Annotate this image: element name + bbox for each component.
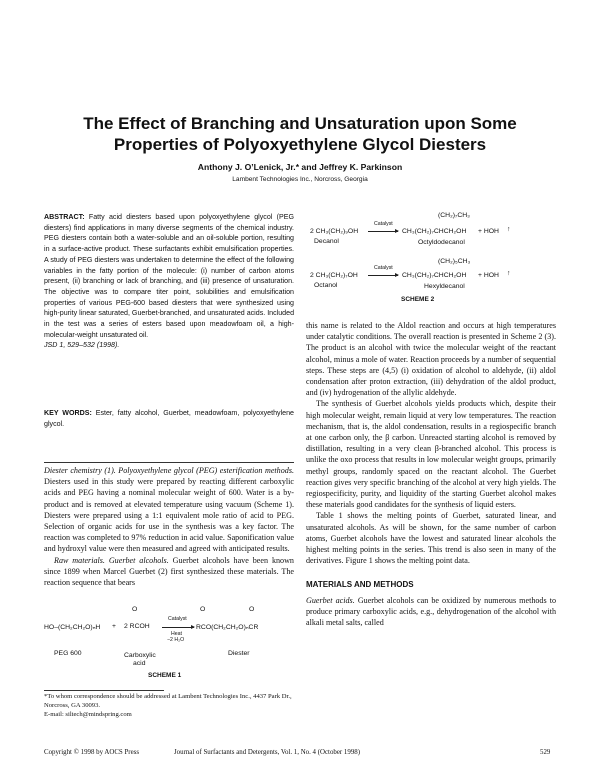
scheme2-r2-reactant-name: Octanol: [314, 282, 338, 289]
affiliation: Lambent Technologies Inc., Norcross, Georgia: [232, 176, 368, 183]
raw-materials-text: Guerbet alcohols have been known since 1899 when Marcel Guerbet (2) first synthesized these materials. The reaction sequence that bears: [44, 555, 294, 588]
paragraph-synthesis: The synthesis of Guerbet alcohols yields products which, despite their high molecular weight, remain liquid at very low temperatures. The reaction mechanism, that is, the aldol condensation, results in a regiospecific branch at one carbon only, the β carbon. Unreacted starting alcohol is removed by distillation, resulting in a very clean β-branched alcohol. This process is unlike the oxo process that results in low molecular weight groups, primarily methyl groups, randomly spaced on the reactant alcohol. The Guerbet reaction gives very specific branching of the alcohol at very high yields. The regiospecificity, purity, and liquidity of the starting Guerbet alcohol makes these materials good candidates for the synthesis of liquid esters.: [306, 399, 556, 510]
scheme1-plus: +: [112, 623, 116, 630]
scheme2-caption: SCHEME 2: [401, 296, 435, 303]
scheme2-r2-up-arrow: ↑: [507, 270, 511, 277]
scheme1-label-acid-line1: Carboxylic: [124, 652, 156, 659]
paragraph-diester: [44, 465, 294, 555]
left-column: [44, 465, 294, 588]
scheme1-heat: Heat: [171, 631, 182, 637]
scheme2-r2-branch: (CH₂)₅CH₃: [438, 258, 471, 265]
raw-materials-lead: Raw materials. Guerbet alcohols.: [54, 555, 169, 565]
scheme1-product: RCO(CH₂CH₂O)ₙCR: [196, 624, 259, 631]
scheme2-r1-product-name: Octyldodecanol: [418, 239, 465, 246]
footnote-divider: [44, 690, 164, 691]
scheme1-reaction-arrow: [162, 627, 194, 628]
scheme2-r1-water: + HOH: [478, 228, 499, 235]
scheme1-label-diester: Diester: [228, 650, 250, 657]
abstract-citation: JSD 1, 529–532 (1998).: [44, 341, 120, 350]
section-heading-materials: MATERIALS AND METHODS: [306, 580, 414, 590]
footnote-correspondence: *To whom correspondence should be addressed at Lambent Technologies Inc., 4437 Park Dr., Norcross, GA 30093.: [44, 693, 292, 709]
abstract: [44, 212, 294, 351]
scheme1-catalyst: Catalyst: [168, 616, 187, 622]
scheme1-o-mark-acid: O: [132, 606, 138, 613]
scheme-2: [306, 212, 556, 312]
scheme1-reactant-acid: 2 RCOH: [124, 623, 150, 630]
scheme2-r1-branch: (CH₂)₇CH₃: [438, 212, 470, 219]
diester-lead: Diester chemistry (1). Polyoxyethylene glycol (PEG) esterification methods.: [44, 466, 294, 475]
scheme2-r2-arrow: [368, 275, 398, 276]
paragraph-table1: Table 1 shows the melting points of Guerbet, saturated linear, and unsaturated alcohols. As will be shown, for the same number of carbon atoms, Guerbet alcohols have the lowest and saturated linear alcohols the highest melting points in the series. This trend is also seen in many of the derivatives. Figure 1 shows the melting point data.: [306, 511, 556, 566]
scheme2-r2-catalyst: Catalyst: [374, 265, 393, 271]
scheme1-reactant-peg: HO–(CH₂CH₂O)ₙH: [44, 624, 101, 631]
scheme2-r2-water: + HOH: [478, 272, 499, 279]
scheme2-r1-reactant: 2 CH₃(CH₂)₉OH: [310, 228, 359, 235]
scheme2-r1-product: CH₃(CH₂)₇CHCH₂OH: [402, 228, 467, 235]
scheme1-o-mark-product-left: O: [200, 606, 206, 613]
scheme2-r1-reactant-name: Decanol: [314, 238, 339, 245]
footnote: [44, 692, 294, 719]
keywords-text: Ester, fatty alcohol, Guerbet, meadowfoam, polyoxyethylene glycol.: [44, 409, 295, 428]
article-title-line1: The Effect of Branching and Unsaturation upon Some: [83, 114, 517, 133]
scheme2-r1-arrow: [368, 231, 398, 232]
keywords-label: KEY WORDS:: [44, 409, 92, 417]
right-column: [306, 320, 556, 628]
abstract-label: ABSTRACT:: [44, 213, 85, 221]
guerbet-acids-text: Guerbet alcohols can be oxidized by numerous methods to produce primary carboxylic acids, e.g., dehydrogenation of the alcohol with alkali metal salts, called: [306, 595, 556, 628]
paragraph-raw-materials: [44, 555, 294, 589]
scheme1-o-mark-product-right: O: [249, 606, 255, 613]
footer-journal: Journal of Surfactants and Detergents, Vol. 1, No. 4 (October 1998): [174, 749, 361, 756]
scheme1-label-acid-line2: acid: [133, 660, 146, 667]
abstract-text: Fatty acid diesters based upon polyoxyethylene glycol (PEG diesters) find applications in many diverse segments of the chemical industry. PEG diesters contain both a water-soluble and an oil-soluble portion, resulting in a surface-active product. These surfactants exhibit emulsification properties. A study of PEG diesters was undertaken to determine the effect of the following variables in the fatty portion of the molecule: (i) number of carbon atoms present, (ii) branching or lack of branching, and (iii) presence of unsaturation. The objective was to compare titer point, solubilities and emulsification properties of various PEG-600 based diesters that were synthesized using high-purity linear saturated, Guerbet-branched, and unsaturated acids. Included in the test was a series of esters based upon meadowfoam oil, a high-molecular-weight unsaturated oil.: [44, 213, 295, 339]
diester-text: Diesters used in this study were prepared by reacting different carboxylic acids and PEG having a nominal molecular weight of 600. Water is a by-product and is removed at elevated temperature using vacuum (Scheme 1). Diesters were prepared using a 1:1 equivalent mole ratio of acid to PEG. Selection of organic acids for use in the synthesis was a key factor. The reaction was completed to 97% reduction in acid value. Saponification value and hydroxyl value were then measured and agreed with anticipated results.: [44, 477, 294, 554]
scheme1-label-peg: PEG 600: [54, 650, 82, 657]
authors: Anthony J. O’Lenick, Jr.* and Jeffrey K. Parkinson: [197, 162, 403, 172]
paragraph-aldol: this name is related to the Aldol reaction and occurs at high temperatures under catalytic conditions. The overall reaction is presented in Scheme 2 (3). The product is an alcohol with twice the molecular weight of the reactant alcohol, minus a mole of water. Reaction proceeds by a number of sequential steps. These steps are (4,5) (i) oxidation of alcohol to aldehyde, (ii) aldol condensation after proton extraction, (iii) dehydration of the aldol product, and (iv) hydrogenation of the allylic aldehyde.: [306, 321, 556, 398]
scheme2-r2-reactant: 2 CH₃(CH₂)₇OH: [310, 272, 358, 279]
paragraph-guerbet-acids: [306, 595, 556, 629]
scheme1-caption: SCHEME 1: [148, 672, 182, 679]
scheme2-r2-product-name: Hexyldecanol: [424, 283, 465, 290]
footer-copyright: Copyright © 1998 by AOCS Press: [44, 749, 140, 756]
abstract-divider: [44, 462, 294, 463]
footer-page-number: 529: [540, 749, 551, 756]
scheme2-r1-up-arrow: ↑: [507, 226, 511, 233]
scheme-1: [44, 606, 294, 686]
scheme2-r2-product: CH₃(CH₂)₇CHCH₂OH: [402, 272, 467, 279]
scheme1-water-removed: −2 H₂O: [167, 637, 185, 643]
footnote-email: E-mail: siltech@mindspring.com: [44, 711, 132, 718]
article-title-line2: Properties of Polyoxyethylene Glycol Diesters: [113, 135, 487, 154]
scheme2-r1-catalyst: Catalyst: [374, 221, 393, 227]
keywords: [44, 408, 294, 429]
guerbet-acids-lead: Guerbet acids.: [306, 595, 355, 605]
